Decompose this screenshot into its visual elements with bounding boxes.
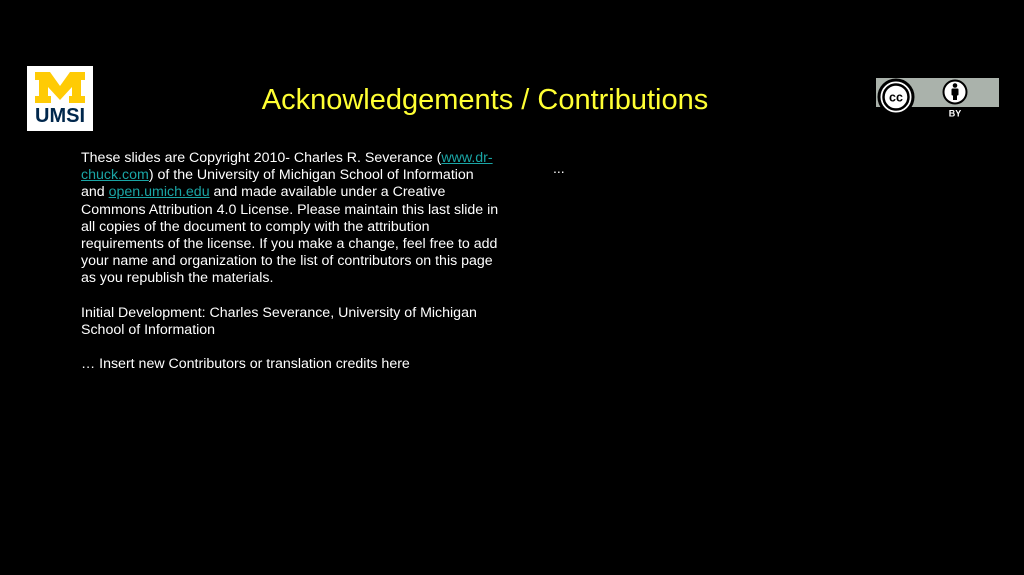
copyright-text-1: These slides are Copyright 2010- Charles R. Severance ( — [81, 150, 442, 166]
copyright-text-3: and made available under a Creative Commons Attribution 4.0 License. Please maintain this last slide in all copies of the document to comply with the attribution requirements of the license. If you make a change, feel free to add your name and organization to the list of contributors on this page as you republish the materials. — [81, 184, 499, 287]
acknowledgement-text — [81, 150, 501, 390]
umsi-logo — [27, 66, 93, 131]
copyright-paragraph — [81, 150, 501, 288]
by-label: BY — [948, 108, 962, 119]
cc-icon — [879, 80, 913, 114]
slide-title: Acknowledgements / Contributions — [261, 84, 709, 116]
attribution-icon — [944, 81, 967, 104]
cc-by-license-badge[interactable] — [876, 78, 999, 121]
svg-text:cc: cc — [889, 90, 903, 105]
initial-development-paragraph: Initial Development: Charles Severance, University of Michigan School of Information — [81, 304, 477, 338]
block-m-icon — [33, 70, 87, 104]
open-umich-link[interactable]: open.umich.edu — [108, 184, 210, 201]
right-column-text: ... — [553, 160, 565, 176]
dr-chuck-link[interactable]: www.dr-chuck.com — [81, 150, 493, 184]
contributors-paragraph: … Insert new Contributors or translation credits here — [81, 356, 410, 373]
copyright-text-2: ) of the University of Michigan School of Information and — [81, 167, 474, 201]
logo-text: UMSI — [35, 105, 85, 127]
